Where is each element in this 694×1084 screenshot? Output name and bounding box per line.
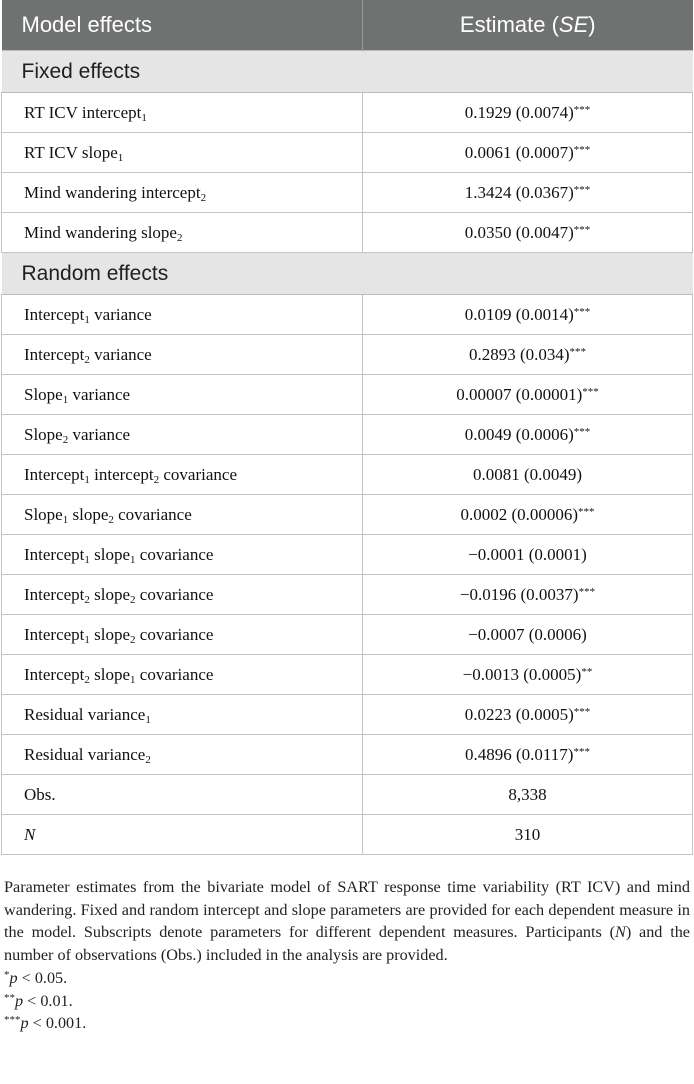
- section-random-effects: [2, 253, 693, 295]
- row-estimate: 0.0223 (0.0005)***: [363, 695, 693, 735]
- row-estimate: 0.2893 (0.034)***: [363, 335, 693, 375]
- row-label: Residual variance$_1$: [2, 695, 363, 735]
- table-row: [2, 415, 693, 455]
- table-header-row: [2, 0, 693, 51]
- table-row: [2, 735, 693, 775]
- row-estimate: −0.0001 (0.0001): [363, 535, 693, 575]
- table-row: [2, 375, 693, 415]
- row-estimate: 0.0081 (0.0049): [363, 455, 693, 495]
- row-estimate: 0.0109 (0.0014)***: [363, 295, 693, 335]
- section-fixed-effects: [2, 51, 693, 93]
- section-title: Random effects: [2, 253, 693, 295]
- row-estimate: −0.0013 (0.0005)**: [363, 655, 693, 695]
- section-title: Fixed effects: [2, 51, 693, 93]
- row-estimate: 0.0002 (0.00006)***: [363, 495, 693, 535]
- table-row: [2, 295, 693, 335]
- table-row-observations: [2, 775, 693, 815]
- row-estimate: 0.4896 (0.0117)***: [363, 735, 693, 775]
- table-row: [2, 695, 693, 735]
- row-label: Slope$_1$ slope$_2$ covariance: [2, 495, 363, 535]
- table-caption: Parameter estimates from the bivariate model of SART response time variability (RT ICV) and mind wandering. Fixed and random intercept and slope parameters are provided for each dependent measure in the model. Subscripts denote parameters for different dependent measures. Participants (N) and the number of observations (Obs.) included in the analysis are provided.: [4, 878, 690, 965]
- row-label: Obs.: [2, 775, 363, 815]
- table-row: [2, 495, 693, 535]
- row-estimate: 0.0061 (0.0007)***: [363, 133, 693, 173]
- row-label: Slope$_2$ variance: [2, 415, 363, 455]
- significance-note-2: **p < 0.01.: [4, 991, 73, 1010]
- header-model-effects: Model effects: [2, 0, 363, 51]
- row-label: Residual variance$_2$: [2, 735, 363, 775]
- significance-note-1: *p < 0.05.: [4, 968, 68, 987]
- row-label: Intercept$_1$ slope$_2$ covariance: [2, 615, 363, 655]
- table-row: [2, 535, 693, 575]
- header-estimate: Estimate (SE): [363, 0, 693, 51]
- row-label: Mind wandering slope$_2$: [2, 213, 363, 253]
- row-label: N: [2, 815, 363, 855]
- row-label: Intercept$_2$ slope$_1$ covariance: [2, 655, 363, 695]
- row-estimate: 0.0049 (0.0006)***: [363, 415, 693, 455]
- row-label: Intercept$_2$ slope$_2$ covariance: [2, 575, 363, 615]
- row-estimate: 310: [363, 815, 693, 855]
- row-estimate: 8,338: [363, 775, 693, 815]
- table-row: [2, 615, 693, 655]
- table-row: [2, 575, 693, 615]
- row-label: RT ICV slope$_1$: [2, 133, 363, 173]
- significance-note-3: ***p < 0.001.: [4, 1014, 87, 1033]
- table-row: [2, 133, 693, 173]
- row-label: RT ICV intercept$_1$: [2, 93, 363, 133]
- table-row-participants: [2, 815, 693, 855]
- table-row: [2, 455, 693, 495]
- row-label: Slope$_1$ variance: [2, 375, 363, 415]
- row-estimate: 0.1929 (0.0074)***: [363, 93, 693, 133]
- row-label: Intercept$_1$ slope$_1$ covariance: [2, 535, 363, 575]
- table-row: [2, 173, 693, 213]
- row-label: Mind wandering intercept$_2$: [2, 173, 363, 213]
- table-row: [2, 93, 693, 133]
- table-row: [2, 335, 693, 375]
- results-table: [1, 0, 693, 855]
- row-estimate: 0.0350 (0.0047)***: [363, 213, 693, 253]
- table-row: [2, 655, 693, 695]
- row-estimate: −0.0196 (0.0037)***: [363, 575, 693, 615]
- row-estimate: −0.0007 (0.0006): [363, 615, 693, 655]
- row-estimate: 1.3424 (0.0367)***: [363, 173, 693, 213]
- row-label: Intercept$_2$ variance: [2, 335, 363, 375]
- row-label: Intercept$_1$ intercept$_2$ covariance: [2, 455, 363, 495]
- row-estimate: 0.00007 (0.00001)***: [363, 375, 693, 415]
- table-row: [2, 213, 693, 253]
- row-label: Intercept$_1$ variance: [2, 295, 363, 335]
- table-footnote: [4, 876, 690, 1035]
